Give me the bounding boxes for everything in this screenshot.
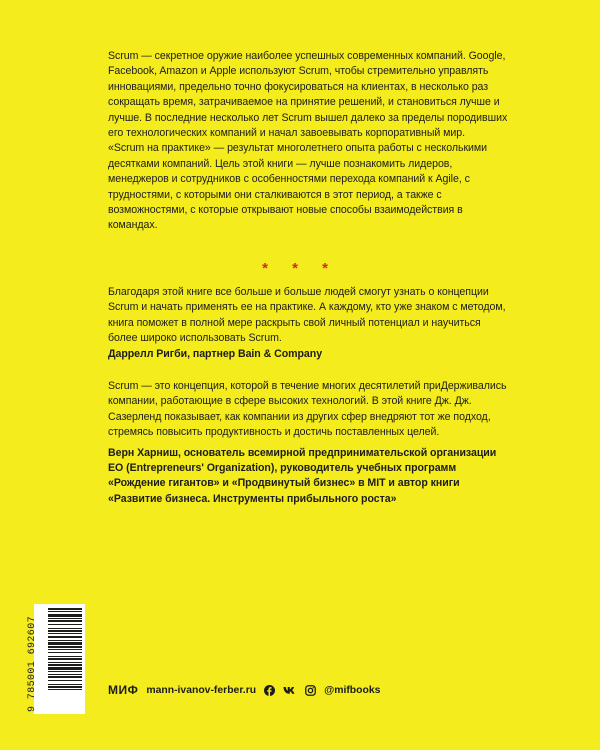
barcode-bar	[48, 676, 82, 678]
publisher-website[interactable]: mann-ivanov-ferber.ru	[146, 684, 257, 696]
intro-paragraph-1: Scrum — секретное оружие наиболее успешных современных компаний. Google, Facebook, Amazon и Apple используют Scrum, чтобы стремительно управлять инновациями, предельно точно фокусироваться на клиентах, в несколько раз сокращать время, затрачиваемое на принятие решений, и становиться лучше и лучше. В последние несколько лет Scrum вышел далеко за пределы породивших его технологических компаний и начал завоевывать корпоративный мир.	[108, 50, 508, 140]
barcode-bar	[48, 608, 82, 610]
barcode-bar	[48, 618, 82, 619]
barcode-bar	[48, 640, 82, 641]
barcode-bars	[34, 604, 85, 714]
barcode-bar	[48, 656, 82, 657]
barcode-bar	[48, 674, 82, 675]
barcode-bar	[48, 628, 82, 629]
barcode-bar	[48, 664, 82, 666]
testimonial-1	[108, 285, 508, 362]
intro-text	[108, 49, 508, 234]
testimonial-2	[108, 379, 508, 507]
publisher-logo: МИФ	[108, 683, 139, 697]
barcode-bar	[48, 649, 82, 650]
publisher-footer	[108, 681, 380, 699]
barcode-bar	[48, 658, 82, 660]
barcode-bar	[48, 642, 82, 645]
barcode-bar	[48, 684, 82, 685]
publisher-handle[interactable]: @mifbooks	[324, 684, 381, 696]
facebook-icon[interactable]	[264, 685, 275, 696]
barcode-bar	[48, 689, 82, 690]
barcode-bar	[48, 624, 82, 625]
testimonial-1-text: Благодаря этой книге все больше и больше людей смогут узнать о концепции Scrum и начать применять ее на практике. А каждому, кто уже знаком с методом, книга поможет в полной мере раскрыть свой личный потенциал и научиться более широко использовать Scrum.	[108, 286, 506, 345]
instagram-icon[interactable]	[305, 685, 316, 696]
barcode-bar	[48, 646, 82, 648]
testimonial-2-author: Верн Харниш, основатель всемирной предпринимательской организации ЕО (Entrepreneurs' Organization), руководитель учебных программ «Рождение гигантов» и «Продвинутый бизнес» в MIT и автор книги «Развитие бизнеса. Инструменты прибыльного роста»	[108, 446, 497, 505]
barcode-bar	[48, 636, 82, 638]
barcode-bar	[48, 652, 82, 653]
isbn-number: 9 785001 692607	[27, 615, 38, 712]
isbn-barcode	[34, 604, 85, 714]
intro-paragraph-2: «Scrum на практике» — результат многолетнего опыта работы с несколькими десятками компаний. Цель этой книги — лучше познакомить лидеров, менеджеров и сотрудников с особенностями перехода компаний к Agile, с трудностями, с которыми они сталкиваются в этот период, а также с возможностями, с которые открывают новые способы взаимодействия в командах.	[108, 142, 488, 232]
testimonial-2-text: Scrum — это концепция, которой в течение многих десятилетий приДерживались компании, работающие в сфере высоких технологий. В этой книге Дж. Дж. Сазерленд показывает, как компании из других сфер внедряют тот же подход, стремясь повысить продуктивность и достичь поставленных целей.	[108, 380, 507, 439]
barcode-bar	[48, 630, 82, 632]
barcode-bar	[48, 667, 82, 670]
barcode-bar	[48, 620, 82, 622]
barcode-bar	[48, 671, 82, 672]
testimonial-1-author: Даррелл Ригби, партнер Bain & Company	[108, 347, 323, 360]
barcode-bar	[48, 662, 82, 663]
barcode-bar	[48, 633, 82, 634]
vk-icon[interactable]	[283, 686, 297, 695]
barcode-bar	[48, 611, 82, 612]
barcode-bar	[48, 686, 82, 688]
section-separator: * * *	[262, 260, 338, 277]
barcode-bar	[48, 680, 82, 681]
barcode-bar	[48, 614, 82, 617]
